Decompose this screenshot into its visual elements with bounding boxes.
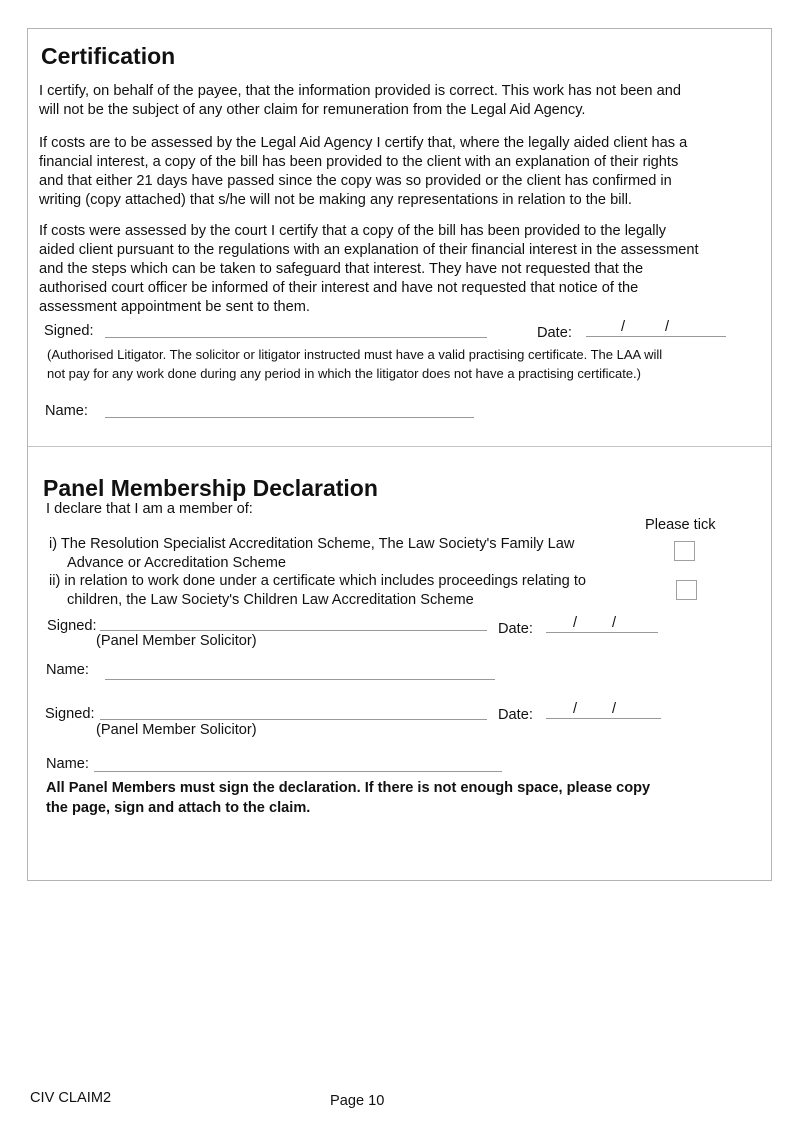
- certification-paragraph-1: I certify, on behalf of the payee, that the information provided is correct. This work has not been and will not be the subject of any other claim for remuneration from the Legal Aid Agency.: [39, 83, 681, 118]
- section-divider: [28, 446, 771, 447]
- panel-name-label: Name:: [46, 662, 89, 678]
- certification-signed-label: Signed:: [44, 323, 94, 339]
- page-number: Page 10: [330, 1093, 385, 1109]
- panel-date-separator: /: [573, 615, 578, 631]
- panel-date-separator: /: [612, 701, 617, 717]
- form-code: CIV CLAIM2: [30, 1090, 112, 1106]
- panel-signed-label: Signed:: [45, 706, 95, 722]
- panel-signature-field-2[interactable]: [100, 719, 487, 720]
- certification-date-field[interactable]: [586, 336, 726, 337]
- authorised-litigator-note: (Authorised Litigator. The solicitor or litigator instructed must have a valid practising certificate. The LAA will not pay for any work done during any period in which the litigator does not have a practising certificate.): [47, 347, 663, 381]
- certification-paragraph-3: If costs were assessed by the court I certify that a copy of the bill has been provided to the legally aided client pursuant to the regulations with an explanation of their financial interest in the assessment and the steps which can be taken to safeguard that interest. They have not requested that the authorised court officer be informed of their interest and have not requested that notice of the assessment appointment be sent to them.: [39, 223, 699, 315]
- please-tick-label: Please tick: [645, 517, 716, 533]
- panel-signed-label: Signed:: [47, 618, 97, 634]
- panel-declaration-title: Panel Membership Declaration: [43, 475, 378, 501]
- panel-date-label: Date:: [498, 707, 533, 723]
- panel-signature-field-1[interactable]: [100, 630, 487, 631]
- certification-title: Certification: [41, 43, 176, 69]
- panel-date-field-1[interactable]: [546, 632, 658, 633]
- panel-signature-notice: All Panel Members must sign the declaration. If there is not enough space, please copy the page, sign and attach to the claim.: [46, 780, 651, 816]
- form-frame: [27, 28, 772, 881]
- panel-option-1-checkbox[interactable]: [674, 541, 695, 561]
- panel-name-field-2[interactable]: [94, 771, 502, 772]
- panel-date-field-2[interactable]: [546, 718, 661, 719]
- panel-name-label: Name:: [46, 756, 89, 772]
- certification-signature-field[interactable]: [105, 337, 487, 338]
- panel-date-separator: /: [612, 615, 617, 631]
- panel-name-field-1[interactable]: [105, 679, 495, 680]
- panel-member-role: (Panel Member Solicitor): [96, 633, 257, 649]
- panel-date-separator: /: [573, 701, 578, 717]
- certification-paragraph-2: If costs are to be assessed by the Legal Aid Agency I certify that, where the legally aided client has a financial interest, a copy of the bill has been provided to the client with an explanation of their rights and that either 21 days have passed since the copy was so provided or the client has confirmed in writing (copy attached) that s/he will not be making any representations in relation to the bill.: [39, 135, 688, 208]
- certification-date-separator: /: [621, 319, 626, 335]
- certification-date-separator: /: [665, 319, 670, 335]
- panel-date-label: Date:: [498, 621, 533, 637]
- panel-declare-text: I declare that I am a member of:: [46, 501, 253, 517]
- certification-date-label: Date:: [537, 325, 572, 341]
- panel-option-2: ii) in relation to work done under a certificate which includes proceedings relating to children, the Law Society's Children Law Accreditation Scheme: [49, 573, 587, 608]
- certification-name-field[interactable]: [105, 417, 474, 418]
- certification-name-label: Name:: [45, 403, 88, 419]
- panel-option-2-checkbox[interactable]: [676, 580, 697, 600]
- panel-member-role: (Panel Member Solicitor): [96, 722, 257, 738]
- panel-option-1: i) The Resolution Specialist Accreditation Scheme, The Law Society's Family Law Advance or Accreditation Scheme: [49, 536, 575, 571]
